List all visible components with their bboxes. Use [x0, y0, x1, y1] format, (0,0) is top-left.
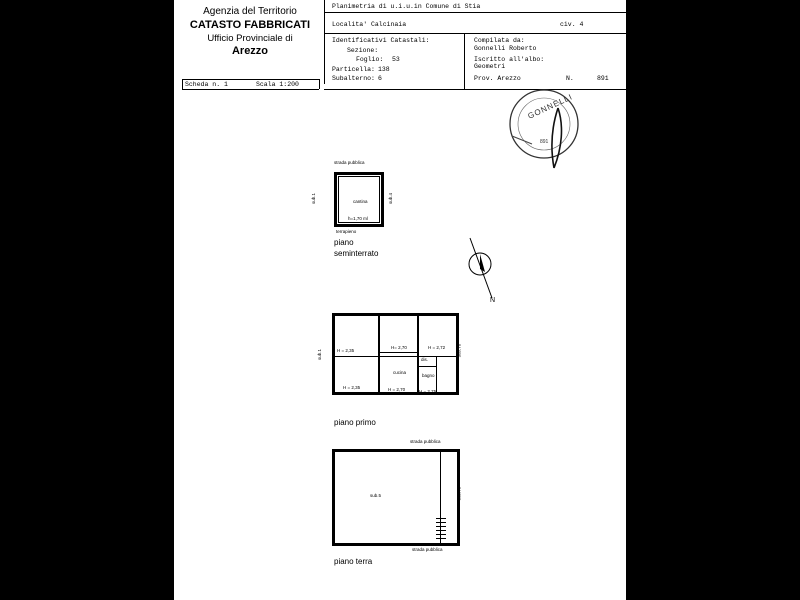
seminterrato-title-2: seminterrato	[334, 249, 379, 258]
surveyor-stamp	[492, 86, 602, 176]
primo-bagno-label: bagno	[422, 373, 435, 378]
identificativi-title: Identificativi Catastali:	[332, 37, 430, 44]
primo-title: piano primo	[334, 418, 376, 427]
foglio-value: 53	[392, 56, 400, 63]
foglio-label: Foglio:	[356, 56, 384, 63]
subalterno-label: Subalterno:	[332, 75, 375, 82]
sezione-label: Sezione:	[347, 47, 379, 54]
stamp-number: 891	[540, 139, 549, 145]
seminterrato-sub-right: sub.4	[388, 192, 394, 205]
iscritto-label: Iscritto all'albo:	[474, 56, 545, 63]
seminterrato-bottom-label: terrapieno	[336, 229, 357, 234]
primo-h-left-bottom: H = 2,35	[343, 385, 361, 390]
particella-value: 138	[378, 66, 390, 73]
north-arrow-icon	[458, 232, 508, 308]
iscritto-value: Geometri	[474, 63, 506, 70]
primo-h-left-top: H = 2,35	[337, 348, 355, 353]
compilata-name: Gonnelli Roberto	[474, 45, 537, 52]
seminterrato-height: h=1,70 ml	[348, 216, 368, 221]
terra-room-label: sub.5	[370, 493, 382, 498]
terra-title: piano terra	[334, 557, 373, 566]
scheda-label: Scheda n. 1	[185, 81, 228, 88]
primo-sub-right: sub.78	[456, 343, 462, 358]
prov-label: Prov. Arezzo	[474, 75, 521, 82]
seminterrato-title-1: piano	[334, 238, 354, 247]
planimetria-title: Planimetria di u.i.u.in Comune di Stia	[332, 3, 481, 10]
primo-sub-left: sub.1	[317, 348, 323, 361]
agency-name: Agenzia del Territorio	[203, 6, 297, 17]
primo-outline	[332, 313, 462, 395]
numero-label: N.	[566, 75, 574, 82]
agency-title: CATASTO FABBRICATI	[189, 19, 311, 31]
seminterrato-room-label: cantina	[353, 199, 368, 204]
primo-cucina-label: cucina	[393, 370, 407, 375]
numero-value: 891	[597, 75, 609, 82]
primo-h-right-bottom: H = 2,75	[419, 389, 437, 394]
particella-label: Particella:	[332, 66, 375, 73]
cadastral-sheet	[174, 0, 626, 600]
primo-dis-label: dis.	[421, 357, 429, 362]
subalterno-value: 6	[378, 75, 382, 82]
primo-h-mid-top: H= 2,70	[391, 345, 407, 350]
civico: civ. 4	[560, 21, 584, 28]
scala-label: Scala 1:200	[256, 81, 299, 88]
seminterrato-sub-left: sub.1	[311, 192, 317, 205]
stamp-text: GONNELLI	[526, 92, 575, 121]
seminterrato-street-label: strada pubblica	[334, 160, 365, 165]
agency-province: Arezzo	[231, 45, 269, 57]
compilata-label: Compilata da:	[474, 37, 525, 44]
primo-h-right-top: H = 2,72	[428, 345, 446, 350]
primo-h-mid-bottom: H = 2,70	[388, 387, 406, 392]
north-label: N	[490, 297, 496, 304]
localita: Localita' Calcinaia	[332, 21, 407, 28]
terra-sub-right: sub.78	[456, 486, 462, 501]
terra-street-top: strada pubblica	[410, 439, 441, 444]
terra-street-bottom: strada pubblica	[412, 547, 443, 552]
agency-office: Ufficio Provinciale di	[207, 33, 293, 44]
